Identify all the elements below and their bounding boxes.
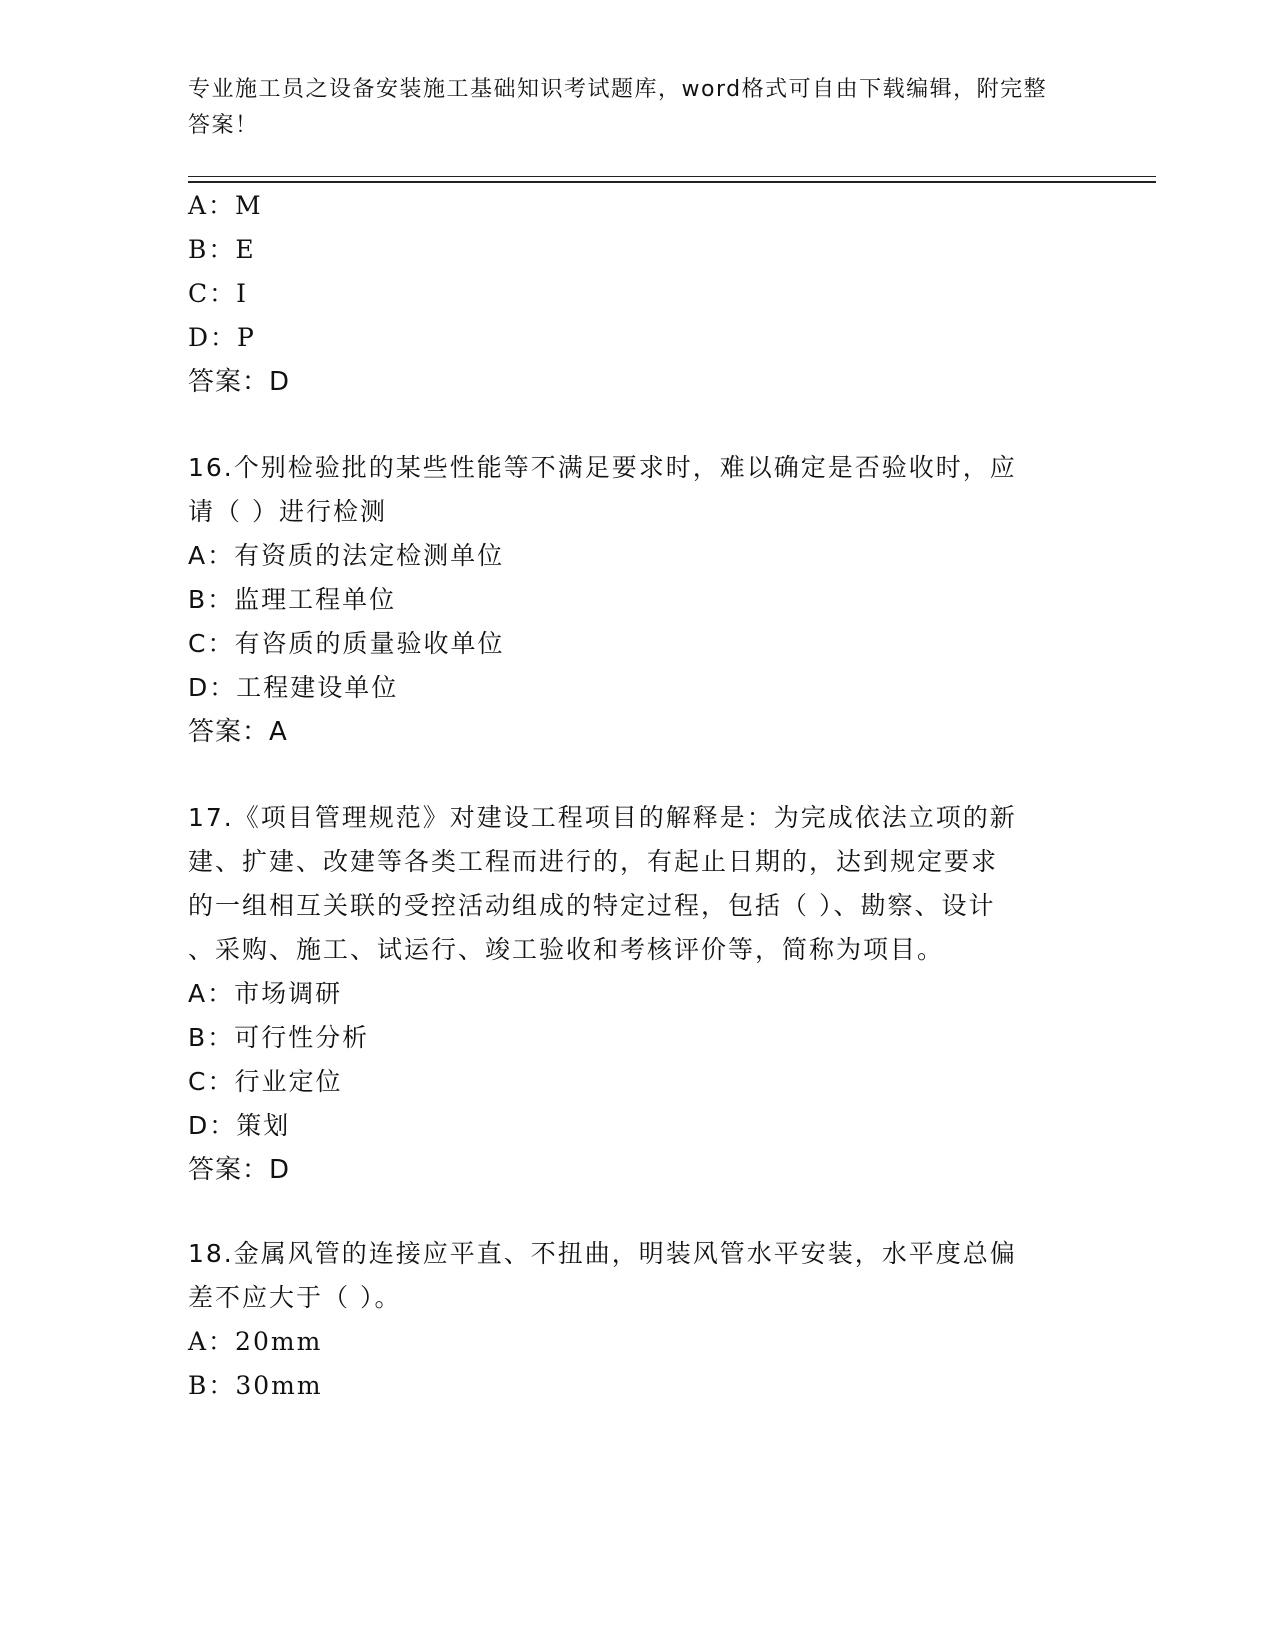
q17-question-line-2: 建、扩建、改建等各类工程而进行的，有起止日期的，达到规定要求	[188, 847, 999, 876]
q16-answer: 答案：A	[188, 717, 288, 747]
q16-option-b: B：监理工程单位	[188, 585, 397, 614]
q16-option-d: D：工程建设单位	[188, 673, 399, 702]
document-header: 专业施工员之设备安装施工基础知识考试题库，word格式可自由下载编辑，附完整答案！	[188, 77, 1048, 138]
q16-question-line-2: 请（ ）进行检测	[188, 497, 387, 526]
q16-question-line-1: 16.个别检验批的某些性能等不满足要求时，难以确定是否验收时，应	[188, 453, 1017, 482]
q17-option-b: B：可行性分析	[188, 1023, 370, 1052]
q17-option-d: D：策划	[188, 1111, 291, 1140]
q17-answer: 答案：D	[188, 1155, 291, 1185]
q17-option-c: C：行业定位	[188, 1067, 343, 1096]
q17-question-line-4: 、采购、施工、试运行、竣工验收和考核评价等，简称为项目。	[188, 935, 945, 964]
header-divider	[188, 176, 1156, 177]
q15-option-a: A：M	[188, 191, 263, 220]
q15-option-d: D：P	[188, 323, 256, 352]
header-divider-thick	[188, 181, 1156, 183]
q15-option-c: C：I	[188, 279, 249, 308]
q17-option-a: A：市场调研	[188, 979, 343, 1008]
q16-option-a: A：有资质的法定检测单位	[188, 541, 505, 570]
q17-question-line-1: 17.《项目管理规范》对建设工程项目的解释是：为完成依法立项的新	[188, 803, 1017, 832]
q18-question-line-1: 18.金属风管的连接应平直、不扭曲，明装风管水平安装，水平度总偏	[188, 1239, 1017, 1268]
q18-option-a: A：20mm	[188, 1327, 323, 1356]
q18-question-line-2: 差不应大于（ ）。	[188, 1283, 402, 1312]
q18-option-b: B：30mm	[188, 1371, 323, 1400]
q15-option-b: B：E	[188, 235, 256, 264]
q16-option-c: C：有咨质的质量验收单位	[188, 629, 505, 658]
q15-answer: 答案：D	[188, 367, 291, 397]
q17-question-line-3: 的一组相互关联的受控活动组成的特定过程，包括（ ）、勘察、设计	[188, 891, 996, 920]
